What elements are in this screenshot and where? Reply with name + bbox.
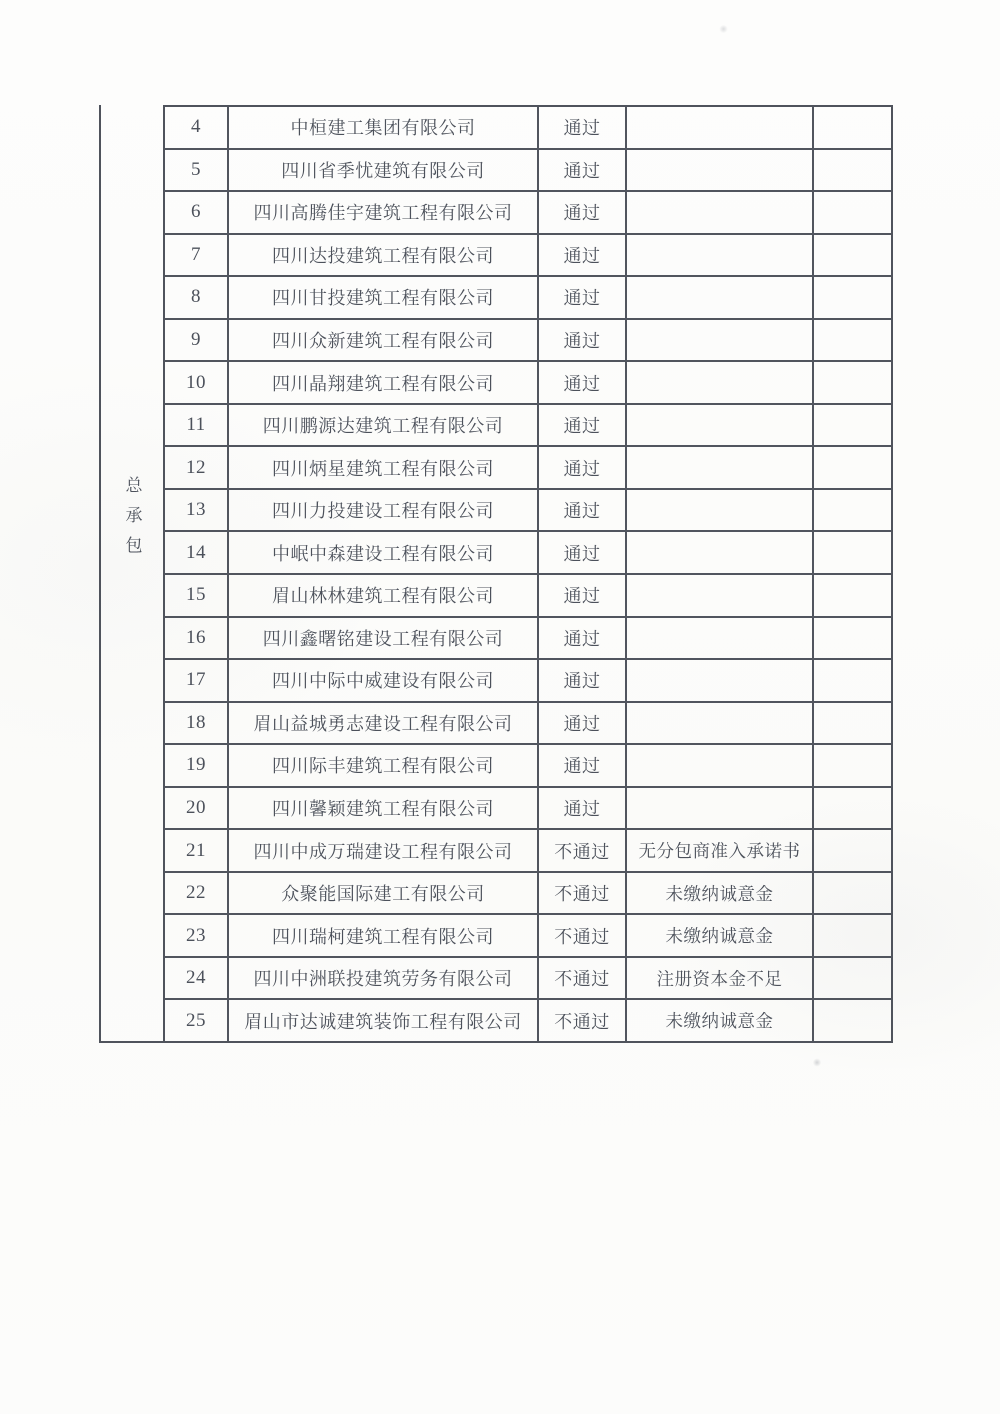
- row-number: 9: [165, 320, 229, 361]
- company-name: 四川甘投建筑工程有限公司: [229, 277, 539, 318]
- empty-cell: [814, 235, 891, 276]
- company-name: 四川炳星建筑工程有限公司: [229, 447, 539, 488]
- review-result: 通过: [539, 405, 627, 446]
- review-result: 通过: [539, 575, 627, 616]
- company-name: 四川鑫曙铭建设工程有限公司: [229, 618, 539, 659]
- table-row: [165, 277, 891, 320]
- company-name: 中桓建工集团有限公司: [229, 107, 539, 148]
- review-result: 不通过: [539, 915, 627, 956]
- table-rows: [165, 105, 893, 1043]
- remark-text: [627, 362, 814, 403]
- row-number: 13: [165, 490, 229, 531]
- table-row: [165, 958, 891, 1001]
- table-row: [165, 575, 891, 618]
- review-result: 不通过: [539, 958, 627, 999]
- review-result: 通过: [539, 150, 627, 191]
- review-result: 不通过: [539, 873, 627, 914]
- company-name: 四川省季忧建筑有限公司: [229, 150, 539, 191]
- empty-cell: [814, 745, 891, 786]
- review-result: 不通过: [539, 1000, 627, 1041]
- table-row: [165, 235, 891, 278]
- empty-cell: [814, 1000, 891, 1041]
- row-number: 24: [165, 958, 229, 999]
- row-number: 11: [165, 405, 229, 446]
- remark-text: [627, 277, 814, 318]
- empty-cell: [814, 150, 891, 191]
- row-number: 14: [165, 532, 229, 573]
- table-row: [165, 320, 891, 363]
- remark-text: [627, 575, 814, 616]
- review-result: 通过: [539, 192, 627, 233]
- table-row: [165, 745, 891, 788]
- row-number: 17: [165, 660, 229, 701]
- empty-cell: [814, 873, 891, 914]
- empty-cell: [814, 320, 891, 361]
- remark-text: [627, 447, 814, 488]
- review-result: 通过: [539, 618, 627, 659]
- review-result: 通过: [539, 320, 627, 361]
- company-name: 四川力投建设工程有限公司: [229, 490, 539, 531]
- scan-artifact: [811, 1056, 823, 1068]
- review-result: 通过: [539, 447, 627, 488]
- table-row: [165, 788, 891, 831]
- row-number: 8: [165, 277, 229, 318]
- remark-text: [627, 150, 814, 191]
- remark-text: 未缴纳诚意金: [627, 1000, 814, 1041]
- review-result: 通过: [539, 703, 627, 744]
- table-row: [165, 873, 891, 916]
- row-number: 16: [165, 618, 229, 659]
- contractor-review-table: [99, 105, 893, 1043]
- company-name: 四川中际中威建设有限公司: [229, 660, 539, 701]
- table-row: [165, 532, 891, 575]
- empty-cell: [814, 660, 891, 701]
- empty-cell: [814, 915, 891, 956]
- row-number: 12: [165, 447, 229, 488]
- empty-cell: [814, 107, 891, 148]
- empty-cell: [814, 830, 891, 871]
- company-name: 四川达投建筑工程有限公司: [229, 235, 539, 276]
- empty-cell: [814, 447, 891, 488]
- empty-cell: [814, 277, 891, 318]
- table-row: [165, 192, 891, 235]
- empty-cell: [814, 192, 891, 233]
- row-number: 20: [165, 788, 229, 829]
- company-name: 四川中洲联投建筑劳务有限公司: [229, 958, 539, 999]
- scan-artifact: [719, 25, 728, 33]
- category-cell: [99, 105, 165, 1043]
- table-row: [165, 150, 891, 193]
- company-name: 四川鹏源达建筑工程有限公司: [229, 405, 539, 446]
- empty-cell: [814, 532, 891, 573]
- remark-text: [627, 107, 814, 148]
- review-result: 通过: [539, 490, 627, 531]
- table-row: [165, 703, 891, 746]
- company-name: 眉山林林建筑工程有限公司: [229, 575, 539, 616]
- remark-text: [627, 235, 814, 276]
- table-row: [165, 1000, 891, 1041]
- review-result: 通过: [539, 362, 627, 403]
- empty-cell: [814, 405, 891, 446]
- row-number: 19: [165, 745, 229, 786]
- empty-cell: [814, 490, 891, 531]
- empty-cell: [814, 703, 891, 744]
- remark-text: 注册资本金不足: [627, 958, 814, 999]
- row-number: 23: [165, 915, 229, 956]
- table-row: [165, 447, 891, 490]
- remark-text: [627, 745, 814, 786]
- table-row: [165, 107, 891, 150]
- table-row: [165, 660, 891, 703]
- remark-text: [627, 192, 814, 233]
- row-number: 15: [165, 575, 229, 616]
- row-number: 5: [165, 150, 229, 191]
- empty-cell: [814, 618, 891, 659]
- empty-cell: [814, 362, 891, 403]
- remark-text: [627, 660, 814, 701]
- review-result: 通过: [539, 107, 627, 148]
- company-name: 四川际丰建筑工程有限公司: [229, 745, 539, 786]
- review-result: 通过: [539, 277, 627, 318]
- row-number: 25: [165, 1000, 229, 1041]
- remark-text: [627, 703, 814, 744]
- remark-text: 未缴纳诚意金: [627, 915, 814, 956]
- company-name: 众聚能国际建工有限公司: [229, 873, 539, 914]
- review-result: 通过: [539, 745, 627, 786]
- review-result: 通过: [539, 532, 627, 573]
- category-label: 总承包: [122, 476, 142, 566]
- empty-cell: [814, 958, 891, 999]
- company-name: 眉山市达诚建筑装饰工程有限公司: [229, 1000, 539, 1041]
- table-row: [165, 490, 891, 533]
- row-number: 7: [165, 235, 229, 276]
- table-row: [165, 405, 891, 448]
- row-number: 10: [165, 362, 229, 403]
- row-number: 4: [165, 107, 229, 148]
- table-row: [165, 915, 891, 958]
- remark-text: [627, 405, 814, 446]
- company-name: 四川中成万瑞建设工程有限公司: [229, 830, 539, 871]
- company-name: 四川晶翔建筑工程有限公司: [229, 362, 539, 403]
- review-result: 不通过: [539, 830, 627, 871]
- review-result: 通过: [539, 660, 627, 701]
- company-name: 四川高腾佳宇建筑工程有限公司: [229, 192, 539, 233]
- remark-text: [627, 788, 814, 829]
- company-name: 四川众新建筑工程有限公司: [229, 320, 539, 361]
- table-row: [165, 362, 891, 405]
- remark-text: [627, 532, 814, 573]
- table-row: [165, 830, 891, 873]
- company-name: 四川瑞柯建筑工程有限公司: [229, 915, 539, 956]
- remark-text: [627, 618, 814, 659]
- empty-cell: [814, 575, 891, 616]
- company-name: 眉山益城勇志建设工程有限公司: [229, 703, 539, 744]
- remark-text: 未缴纳诚意金: [627, 873, 814, 914]
- remark-text: 无分包商准入承诺书: [627, 830, 814, 871]
- row-number: 6: [165, 192, 229, 233]
- row-number: 21: [165, 830, 229, 871]
- remark-text: [627, 320, 814, 361]
- review-result: 通过: [539, 788, 627, 829]
- row-number: 22: [165, 873, 229, 914]
- company-name: 中岷中森建设工程有限公司: [229, 532, 539, 573]
- company-name: 四川馨颖建筑工程有限公司: [229, 788, 539, 829]
- row-number: 18: [165, 703, 229, 744]
- empty-cell: [814, 788, 891, 829]
- table-row: [165, 618, 891, 661]
- remark-text: [627, 490, 814, 531]
- review-result: 通过: [539, 235, 627, 276]
